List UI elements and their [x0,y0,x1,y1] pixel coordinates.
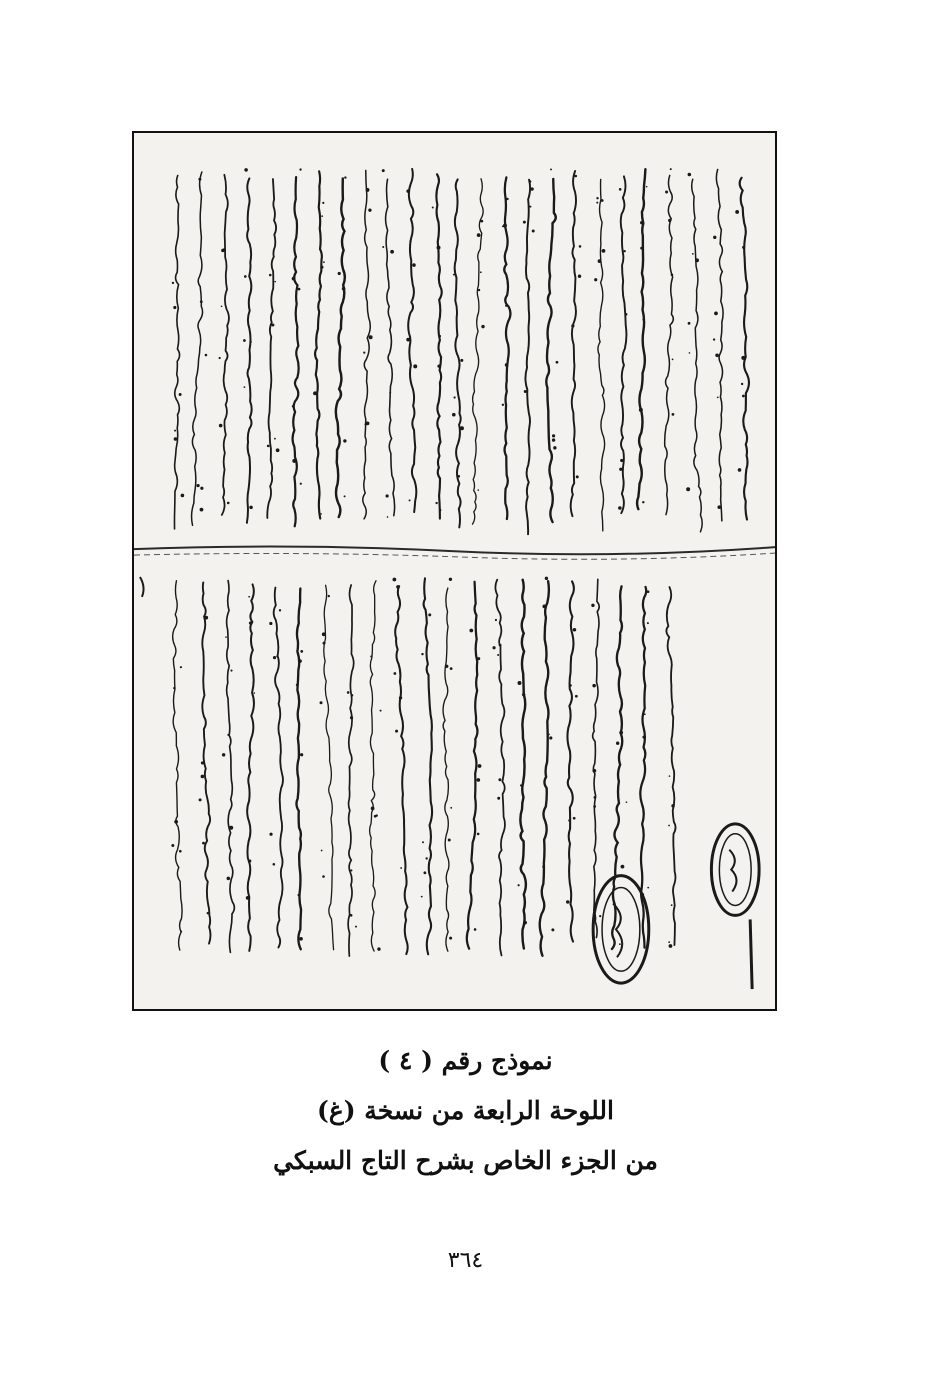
diacritic-mark [200,508,204,512]
diacritic-mark [626,801,628,803]
diacritic-mark [276,448,280,452]
diacritic-mark [300,650,303,653]
diacritic-mark [199,798,202,801]
figure-subtitle: اللوحة الرابعة من نسخة (غ) [317,1096,614,1125]
diacritic-mark [556,361,559,364]
diacritic-mark [497,797,500,800]
diacritic-mark [502,225,504,227]
diacritic-mark [522,693,525,696]
diacritic-mark [579,245,582,248]
diacritic-mark [409,499,411,501]
diacritic-mark [279,609,281,611]
diacritic-mark [573,817,576,820]
diacritic-mark [422,841,424,843]
diacritic-mark [592,684,596,688]
diacritic-mark [671,804,674,807]
diacritic-mark [601,199,604,202]
diacritic-mark [432,206,434,208]
diacritic-mark [450,667,453,670]
diacritic-mark [453,274,455,276]
diacritic-mark [350,914,353,917]
diacritic-mark [320,701,323,704]
diacritic-mark [300,483,302,485]
diacritic-mark [741,356,745,360]
diacritic-mark [350,716,353,719]
diacritic-mark [297,894,299,896]
diacritic-mark [642,736,645,739]
diacritic-mark [409,240,411,242]
diacritic-mark [549,474,551,476]
diacritic-mark [542,604,546,608]
diacritic-mark [551,928,554,931]
diacritic-mark [523,221,526,224]
diacritic-mark [299,168,301,170]
diacritic-mark [671,904,673,906]
manuscript-facsimile [134,133,775,1009]
diacritic-mark [276,655,278,657]
diacritic-mark [174,430,176,432]
diacritic-mark [552,434,555,437]
diacritic-mark [460,359,463,362]
diacritic-mark [428,613,431,616]
diacritic-mark [620,459,623,462]
diacritic-mark [322,632,326,636]
diacritic-mark [578,275,581,278]
diacritic-mark [505,305,507,307]
diacritic-mark [460,426,464,430]
diacritic-mark [695,258,699,262]
diacritic-mark [478,764,482,768]
diacritic-mark [180,931,182,933]
diacritic-mark [244,386,246,388]
diacritic-mark [477,657,480,660]
diacritic-mark [573,628,577,632]
diacritic-mark [497,654,499,656]
diacritic-mark [713,338,715,340]
diacritic-mark [492,646,495,649]
diacritic-mark [714,311,718,315]
diacritic-mark [204,616,208,620]
diacritic-mark [174,437,178,441]
diacritic-mark [668,941,670,943]
figure-title: نموذج رقم ( ٤ ) [378,1046,553,1075]
diacritic-mark [322,202,324,204]
diacritic-mark [665,191,668,194]
diacritic-mark [222,753,225,756]
diacritic-mark [646,186,648,188]
diacritic-mark [574,482,576,484]
diacritic-mark [254,692,256,694]
diacritic-mark [549,736,552,739]
diacritic-mark [313,391,317,395]
diacritic-mark [227,877,231,881]
diacritic-mark [520,784,522,786]
diacritic-mark [524,390,527,393]
diacritic-mark [623,250,625,252]
diacritic-mark [229,826,233,830]
diacritic-mark [382,246,384,248]
diacritic-mark [619,731,623,735]
diacritic-mark [437,365,440,368]
diacritic-mark [296,684,298,686]
diacritic-mark [445,665,448,668]
diacritic-mark [686,487,690,491]
diacritic-mark [599,915,601,917]
diacritic-mark [469,629,473,633]
diacritic-mark [406,338,410,342]
diacritic-mark [386,494,389,497]
diacritic-mark [406,189,410,193]
diacritic-mark [642,501,644,503]
diacritic-mark [688,322,691,325]
diacritic-mark [368,208,371,211]
diacritic-mark [602,249,606,253]
diacritic-mark [532,229,535,232]
diacritic-mark [521,802,523,804]
diacritic-mark [244,168,248,172]
diacritic-mark [342,271,344,273]
diacritic-mark [198,178,201,181]
diacritic-mark [498,778,501,781]
diacritic-mark [742,395,745,398]
manuscript-image [132,131,777,1011]
diacritic-mark [243,339,246,342]
diacritic-mark [596,202,598,204]
diacritic-mark [375,814,377,816]
diacritic-mark [439,509,441,511]
diacritic-mark [320,513,322,515]
diacritic-mark [619,468,622,471]
diacritic-mark [448,838,451,841]
diacritic-mark [274,438,276,440]
diacritic-mark [668,219,671,222]
diacritic-mark [389,392,391,394]
diacritic-mark [250,341,252,343]
diacritic-mark [338,272,341,275]
diacritic-mark [201,761,204,764]
diacritic-mark [343,439,346,442]
figure-source-note: من الجزء الخاص بشرح التاج السبكي [273,1146,658,1175]
diacritic-mark [529,206,531,208]
diacritic-mark [390,250,394,254]
diacritic-mark [553,446,556,449]
diacritic-mark [249,506,253,510]
diacritic-mark [328,595,330,597]
diacritic-mark [323,642,326,645]
diacritic-mark [322,875,325,878]
diacritic-mark [292,405,294,407]
diacritic-mark [518,681,522,685]
diacritic-mark [292,277,296,281]
diacritic-mark [421,896,423,898]
diacritic-mark [481,325,484,328]
diacritic-mark [569,684,572,687]
diacritic-mark [221,306,223,308]
diacritic-mark [227,734,229,736]
diacritic-mark [323,261,325,263]
diacritic-mark [477,833,480,836]
diacritic-mark [179,393,182,396]
diacritic-mark [396,585,400,589]
diacritic-mark [692,253,694,255]
diacritic-mark [248,859,251,862]
diacritic-mark [518,884,520,886]
diacritic-mark [619,188,622,191]
diacritic-mark [619,943,621,945]
diacritic-mark [688,173,692,177]
diacritic-mark [598,259,602,263]
diacritic-mark [452,413,456,417]
diacritic-mark [477,489,479,491]
diacritic-mark [477,778,481,782]
diacritic-mark [647,590,650,593]
diacritic-mark [350,869,352,871]
diacritic-mark [273,656,276,659]
diacritic-mark [171,844,174,847]
diacritic-mark [200,300,203,303]
diacritic-mark [576,475,579,478]
diacritic-mark [550,168,552,170]
diacritic-mark [423,871,426,874]
diacritic-mark [321,850,323,852]
diacritic-mark [621,865,625,869]
diacritic-mark [173,687,175,689]
diacritic-mark [548,733,550,735]
diacritic-mark [735,210,739,214]
diacritic-mark [400,867,402,869]
diacritic-mark [371,807,375,811]
diacritic-mark [202,842,205,845]
diacritic-mark [366,421,370,425]
diacritic-mark [413,364,417,368]
diacritic-mark [292,459,296,463]
diacritic-mark [320,266,323,269]
diacritic-mark [437,246,441,250]
diacritic-mark [205,354,208,357]
diacritic-mark [457,475,460,478]
diacritic-mark [377,947,380,950]
diacritic-mark [669,775,671,777]
diacritic-mark [672,358,674,360]
diacritic-mark [438,335,441,338]
diacritic-mark [380,710,382,712]
diacritic-mark [180,666,182,668]
diacritic-mark [477,233,481,237]
diacritic-mark [450,807,452,809]
diacritic-mark [502,404,504,406]
diacritic-mark [246,896,250,900]
diacritic-mark [351,694,354,697]
diacritic-mark [454,396,456,398]
diacritic-mark [592,769,596,773]
diacritic-mark [207,912,209,914]
diacritic-mark [644,713,646,715]
diacritic-mark [201,775,205,779]
diacritic-mark [618,506,622,510]
diacritic-mark [542,865,545,868]
diacritic-mark [181,494,185,498]
diacritic-mark [671,273,674,276]
diacritic-mark [639,408,643,412]
diacritic-mark [574,175,577,178]
diacritic-mark [571,324,574,327]
diacritic-mark [530,187,533,190]
diacritic-mark [369,335,373,339]
diacritic-mark [640,221,643,224]
diacritic-mark [717,505,721,509]
diacritic-mark [274,281,276,283]
diacritic-mark [593,805,596,808]
diacritic-mark [568,819,570,821]
diacritic-mark [370,656,372,658]
diacritic-mark [342,287,346,291]
diacritic-mark [321,215,323,217]
diacritic-mark [173,306,176,309]
diacritic-mark [495,619,497,621]
diacritic-mark [566,900,569,903]
diacritic-mark [594,278,597,281]
diacritic-mark [269,274,272,277]
diacritic-mark [741,383,743,385]
diacritic-mark [499,644,502,647]
diacritic-mark [672,413,675,416]
diacritic-mark [425,857,427,859]
diacritic-mark [738,468,742,472]
diacritic-mark [717,396,719,398]
diacritic-mark [249,621,252,624]
diacritic-mark [640,247,643,250]
diacritic-mark [344,176,346,178]
diacritic-mark [179,850,182,853]
diacritic-mark [478,289,480,291]
diacritic-mark [269,833,272,836]
diacritic-mark [273,863,276,866]
diacritic-mark [363,352,365,354]
diacritic-mark [347,691,350,694]
diacritic-mark [393,672,396,675]
diacritic-mark [244,275,247,278]
diacritic-mark [395,730,398,733]
diacritic-mark [575,695,578,698]
diacritic-mark [668,825,670,827]
diacritic-mark [647,887,649,889]
diacritic-mark [267,445,270,448]
diacritic-mark [505,363,509,367]
diacritic-mark [449,937,452,940]
diacritic-mark [715,353,719,357]
diacritic-mark [503,224,507,228]
diacritic-mark [449,578,452,581]
diacritic-mark [713,236,716,239]
diacritic-mark [344,495,346,497]
diacritic-mark [174,820,178,824]
diacritic-mark [200,487,203,490]
diacritic-mark [616,742,619,745]
diacritic-mark [669,944,673,948]
diacritic-mark [480,220,483,223]
diacritic-mark [300,753,303,756]
diacritic-mark [392,578,396,582]
diacritic-mark [474,928,477,931]
diacritic-mark [421,653,423,655]
diacritic-mark [435,502,437,504]
diacritic-mark [591,604,594,607]
diacritic-mark [545,577,548,580]
diacritic-mark [172,282,174,284]
diacritic-mark [412,263,416,267]
diacritic-mark [366,188,370,192]
diacritic-mark [298,288,301,291]
diacritic-mark [552,438,555,441]
diacritic-mark [299,937,303,941]
diacritic-mark [480,271,482,273]
diacritic-mark [197,484,200,487]
page-number: ٣٦٤ [447,1248,484,1273]
diacritic-mark [642,319,644,321]
diacritic-mark [742,246,745,249]
diacritic-mark [271,324,274,327]
diacritic-mark [219,357,221,359]
diacritic-mark [248,596,250,598]
diacritic-mark [227,502,230,505]
diacritic-mark [625,313,628,316]
diacritic-mark [355,926,357,928]
diacritic-mark [506,198,508,200]
diacritic-mark [596,197,598,199]
diacritic-mark [219,424,223,428]
diacritic-mark [382,169,385,172]
diacritic-mark [618,679,620,681]
diacritic-mark [225,636,227,638]
diacritic-mark [230,669,232,671]
diacritic-mark [594,796,597,799]
diacritic-mark [529,180,532,183]
diacritic-mark [298,659,301,662]
diacritic-mark [670,168,672,170]
diacritic-mark [399,696,402,699]
diacritic-mark [523,921,527,925]
diacritic-mark [269,622,272,625]
diacritic-mark [223,248,226,251]
diacritic-mark [647,622,649,624]
diacritic-mark [689,352,691,354]
diacritic-mark [387,516,389,518]
